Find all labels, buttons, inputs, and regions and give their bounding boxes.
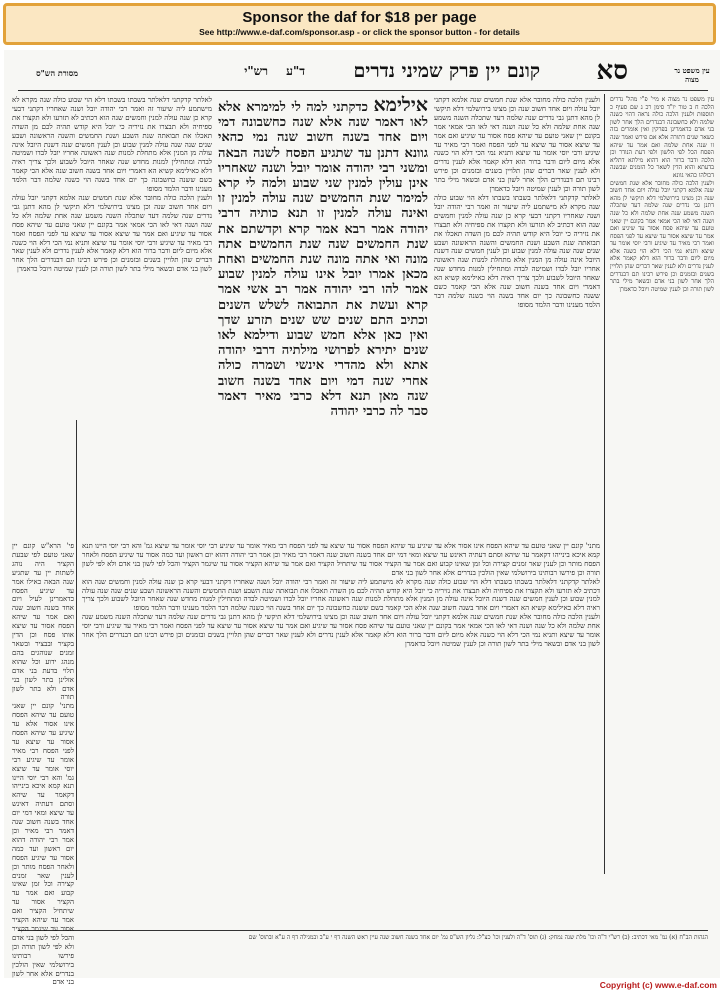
lower-commentary-text: מתני' קונם יין שאני טועם עד שיהא הפסח אינו אסור אלא עד שיגיע עד שיהא הפסח אסור עד שיצא עד לפני הפסח רבי מאיר אומר עד שיגיע רבי יוסי אומר עד שיצא גמ' והא רבי יוסי היינו תנא קמא איכא בינייהו דקאמר עד שיהא וסתם דעתיה דאינש עד שיצא ומאי דמי יום אחד בשנה חשוב שנה דאמר רבי מאיר וכן אמר רבי יהודה דהוא יום ראשון ועד כמה אסור עד שיגיע הפסח ולאחר הפסח מותר וכן לענין שאר זמנים קצירה וכל זמן שאינו קבוע ואם אמר עד הקציר אסור עד שיתחיל הקציר ואם אמר עד שיהא הקציר אסור עד שיגמר הקציר והכל לפי לשון בני אדם ולא לפי לשון תורה וכן פירשו רבותינו בירושלמי שאין הולכין בנדרים אלא אחר לשון בני אדם [82, 542, 600, 577]
side-daf: ד"ע [286, 64, 305, 78]
sponsor-banner[interactable] [3, 3, 716, 45]
lower-commentary-text-continued: לאלתר קדקתני דלאלתר בשבתו בשבתו דלא הוי שבוע כולה שנה מקרא לא מישתמע ליה שיעור זה ואמר רבי יהודה יובל ושנה שאחריו דקתני דבעי קרא כן שנה עולה למנין וחמשים שנה הוא דכתיב לא תזרעו ולא תקצרו את ספיחיה ולא תבצרו את נזיריה כי יובל היא קודש תהיה לכם מן השדה תאכלו את תבואתה שנת השבע ושנת החמשים והשנה הראשונה ושבע שנים שנה שנה עולה למנין שבוע וכן לענין חמשים שנה דשנת היובל אינה עולה מן המנין אלא מתחלת למנות שנה ראשונה אחריו יובל לבדו ושמיטה לבדה ומתחילין למנות מחדש שנה שאחר היובל לשבוע ולכך צריך ראיה דלא כאילימא קשיא הא דאמרי ויום אחד בשנה חשוב שנה אלא הכי קאמר כשם ששנה כחשבונה כך יום אחד בשנה הוי כשנה שלמה דבר הלמד מענינו ודבר הלמד מסופו [82, 577, 600, 613]
far-right-text-continued: ולענין הלכה כולה מחובר אלא שנת חמשים שנה אלמא דקתני יובל עולה ויום אחד חשוב שנה וכן מצינו בירושלמי דלא תיקשי לן מהא דתנן גבי נדרים שנה שלמה דעד שתכלה השנה משמע שנה אחת שלמה ולא כל שנה ושנה דאי לאו הכי אמאי אמר בקונם יין שאני טועם עד שיהא פסח אסור עד שיגיע ואם אמר עד שיצא אסור עד שיצא עד לפני הפסח ואמר רבי מאיר עד שיגיע ורבי יוסי אומר עד שיצא ותניא נמי הכי דלא הוי כשנה אלא מיום ליום ודבר ברור הוא דלא קאמר אלא לענין נדרים ולא לענין שאר דברים שהן תלויין בשנים ובזמנים וכן פירש רבינו תם דבנדרים הלך אחר לשון בני אדם ובשאר מילי בתר לשון תורה וכן לענין שמיטה ויובל כדאמרן [610, 179, 714, 293]
lower-commentary-text-continued-2: ולענין הלכה כולה מחובר אלא שנת חמשים שנה אלמא דקתני יובל עולה ויום אחד חשוב שנה וכן מצינו בירושלמי דלא תיקשי לן מהא דתנן גבי נדרים שנה שלמה דעד שתכלה השנה משמע שנה אחת שלמה ולא כל שנה ושנה דאי לאו הכי אמאי אמר בקונם יין שאני טועם עד שיהא פסח אסור עד שיגיע ואם אמר עד שיצא אסור עד שיצא עד לפני הפסח ואמר רבי מאיר עד שיגיע ורבי יוסי אומר עד שיצא ותניא נמי הכי דלא הוי כשנה אלא מיום ליום ודבר ברור הוא דלא קאמר אלא לענין נדרים ולא לענין שאר דברים שהן תלויין בשנים ובזמנים וכן פירש רבינו תם דבנדרים הלך אחר לשון בני אדם ובשאר מילי בתר לשון תורה וכן לענין שמיטה ויובל כדאמרן [82, 613, 600, 648]
rashi-text-continued: ולענין הלכה כולה מחובר אלא שנת חמשים שנה אלמא דקתני יובל עולה ויום אחד חשוב שנה וכן מצינו בירושלמי דלא תיקשי לן מהא דתנן גבי נדרים שנה שלמה דעד שתכלה השנה משמע שנה אחת שלמה ולא כל שנה ושנה דאי לאו הכי אמאי אמר בקונם יין שאני טועם עד שיהא פסח אסור עד שיגיע ואם אמר עד שיצא אסור עד שיצא עד לפני הפסח ואמר רבי מאיר עד שיגיע ורבי יוסי אומר עד שיצא ותניא נמי הכי דלא הוי כשנה אלא מיום ליום ודבר ברור הוא דלא קאמר אלא לענין נדרים ולא לענין שאר דברים שהן תלויין בשנים ובזמנים וכן פירש רבינו תם דבנדרים הלך אחר לשון בני אדם ובשאר מילי בתר לשון תורה וכן לענין שמיטה ויובל כדאמרן [12, 193, 212, 274]
bottom-notes-text: הגהות הב"ח (א) גמ' מאי דכתיב: (ב) רש"י ד"ה וכו' מלת שנה נמחק: (ג) תוס' ד"ה ולענין וכו' כצ"ל: גליון הש"ס גמ' יום אחד בשנה חשוב שנה עיין ראש השנה דף י ע"ב ובמגילה דף ה ע"א ובתוס' שם [248, 934, 708, 941]
tosafos-label: מסורת הש"ס [36, 68, 78, 78]
far-right-text: עין משפט נר מצוה א מיי' פ"י מהל' נדרים הלכה ח ב טור יו"ד סימן רכ ג שם סעיף כ תוספות ולענין הלכה כולה נראה דהוי כשנה שלמה ולא כחשבונה דבנדרים הלך אחר לשון בני אדם כדאמרינן בפרקין ואין אומרים בזה כשאר שנים דתורה אלא אם פירש ואמר שנה זו שנה אחת שלמה ואם אמר עד שיהא הפסח הכל לפי הלשון ולפי דעת הנודר וכן הלכה ודבר ברור הוא דהוא מילתא דתליא בדעתא והוא הדין לשאר כל הזמנים שבשנה דכולהו כהאי גוונא [610, 96, 714, 179]
far-left-text-continued: מתני' קונם יין שאני טועם עד שיהא הפסח אינו אסור אלא עד שיגיע עד שיהא הפסח אסור עד שיצא עד לפני הפסח רבי מאיר אומר עד שיגיע רבי יוסי אומר עד שיצא גמ' והא רבי יוסי היינו תנא קמא איכא בינייהו דקאמר עד שיהא וסתם דעתיה דאינש עד שיצא ומאי דמי יום אחד בשנה חשוב שנה דאמר רבי מאיר וכן אמר רבי יהודה דהוא יום ראשון ועד כמה אסור עד שיגיע הפסח ולאחר הפסח מותר וכן לענין שאר זמנים קצירה וכל זמן שאינו קבוע ואם אמר עד הקציר אסור עד שיתחיל הקציר ואם אמר עד שיהא הקציר אסור עד שיגמר הקציר והכל לפי לשון בני אדם ולא לפי לשון תורה וכן פירשו רבותינו בירושלמי שאין הולכין בנדרים אלא אחר לשון בני אדם [12, 702, 74, 987]
far-right-column [610, 96, 714, 926]
gemara-column [218, 94, 428, 538]
daf-number: סא [596, 56, 628, 86]
bottom-rule [18, 930, 708, 931]
header-rule [18, 90, 708, 91]
tosafos-text-continued: לאלתר קדקתני דלאלתר בשבתו בשבתו דלא הוי שבוע כולה שנה מקרא לא מישתמע ליה שיעור זה ואמר רבי יהודה יובל ושנה שאחריו דקתני דבעי קרא כן שנה עולה למנין וחמשים שנה הוא דכתיב לא תזרעו ולא תקצרו את ספיחיה ולא תבצרו את נזיריה כי יובל היא קודש תהיה לכם מן השדה תאכלו את תבואתה שנת השבע ושנת החמשים והשנה הראשונה ושבע שנים שנה שנה עולה למנין שבוע וכן לענין חמשים שנה דשנת היובל אינה עולה מן המנין אלא מתחלת למנות שנה ראשונה אחריו יובל לבדו ושמיטה לבדה ומתחילין למנות מחדש שנה שאחר היובל לשבוע ולכך צריך ראיה דלא כאילימא קשיא הא דאמרי ויום אחד בשנה חשוב שנה אלא הכי קאמר כשם ששנה כחשבונה כך יום אחד בשנה הוי כשנה שלמה דבר הלמד מענינו ודבר הלמד מסופו [434, 193, 600, 309]
gemara-lead-word: אילימא [373, 94, 428, 116]
sponsor-title[interactable]: Sponsor the daf for $18 per page [242, 9, 477, 26]
lower-commentary [82, 542, 600, 926]
chapter-title: קונם יין פרק שמיני נדרים [353, 60, 540, 82]
sponsor-subtitle[interactable]: See http://www.e-daf.com/sponsor.asp - or click the sponsor button - for details [199, 27, 520, 37]
rashi-label: רש"י [244, 64, 268, 78]
far-left-column [12, 542, 74, 987]
ein-mishpat-label: עין משפט נר מצוה [674, 66, 710, 84]
gemara-text: כדקתני למה לי למימרא אלא לאו דאמר שנה אלא שנה כחשבונה דמי ויום אחד בשנה חשוב שנה נמי כהאי גוונא דתנן עד שתגיע הפסח לשנה הבאה ומשני רבי יהודה אומר יובל ושנה שאחריו אינן עולין למנין שני שבוע ולמה לי קרא למימר שנת החמשים שנה עולה למנין זו ואינה עולה למנין זו תנא כותיה דרבי יהודה אמר רבא אמר קרא וקדשתם את שנת החמשים שנה שנת החמשים אתה מונה ואי אתה מונה שנת החמשים ואחת מכאן אמרו יובל אינו עולה למנין שבוע אמר להו רבי יהודה אמר רב אשי אמר קרא ועשת את התבואה לשלש השנים וכתיב התם שנים שש שנים תזרע שדך ואין כאן אלא חמש שבוע ודילמא לאו שנים יתירא לפרושי מילתיה דרבי יהודה אתא ולא מהדרי אינשי ושמרה כולה אחרי שנה דמי ויום אחד בשנה חשוב שנה מאן תנא דלא כרבי מאיר דאמר סבר לה כרבי יהודה [218, 100, 428, 420]
copyright-link[interactable]: Copyright (c) www.e-daf.com [599, 980, 717, 990]
tosafos-column [434, 96, 600, 540]
tosafos-text: ולענין הלכה כולה מחובר אלא שנת חמשים שנה אלמא דקתני יובל עולה ויום אחד חשוב שנה וכן מצינו בירושלמי דלא תיקשי לן מהא דתנן גבי נדרים שנה שלמה דעד שתכלה השנה משמע שנה אחת שלמה ולא כל שנה ושנה דאי לאו הכי אמאי אמר בקונם יין שאני טועם עד שיהא פסח אסור עד שיגיע ואם אמר עד שיצא אסור עד שיצא עד לפני הפסח ואמר רבי מאיר עד שיגיע ורבי יוסי אומר עד שיצא ותניא נמי הכי דלא הוי כשנה אלא מיום ליום ודבר ברור הוא דלא קאמר אלא לענין נדרים ולא לענין שאר דברים שהן תלויין בשנים ובזמנים וכן פירש רבינו תם דבנדרים הלך אחר לשון בני אדם ובשאר מילי בתר לשון תורה וכן לענין שמיטה ויובל כדאמרן [434, 96, 600, 194]
bottom-notes [18, 934, 708, 970]
rashi-column [12, 96, 212, 536]
far-left-text: פי' הרא"ש קונם יין שאני טועם לפי שבעת הקציר היה נוהג לשתות יין עד שתגיע שנה הבאה כאילו אמר עד שיגיע הפסח כדאמרינן לעיל ויום אחד בשנה חשוב שנה ואם אמר עד שיהא הפסח אסור עד שיצא אותו פסח וכן הדין בקציר ובבציר ובשאר זמנים שנוהגים בהם מנהג ידוע וכל שהוא תלוי בדעת בני אדם אזלינן בתר לשון בני אדם ולא בתר לשון תורה [12, 542, 74, 702]
column-rule-right [604, 94, 605, 874]
rashi-text: לאלתר קדקתני דלאלתר בשבתו בשבתו דלא הוי שבוע כולה שנה מקרא לא מישתמע ליה שיעור זה ואמר רבי יהודה יובל ושנה שאחריו דקתני דבעי קרא כן שנה עולה למנין וחמשים שנה הוא דכתיב לא תזרעו ולא תקצרו את ספיחיה ולא תבצרו את נזיריה כי יובל היא קודש תהיה לכם מן השדה תאכלו את תבואתה שנת השבע ושנת החמשים והשנה הראשונה ושבע שנים שנה שנה עולה למנין שבוע וכן לענין חמשים שנה דשנת היובל אינה עולה מן המנין אלא מתחלת למנות שנה ראשונה אחריו יובל לבדו ושמיטה לבדה ומתחילין למנות מחדש שנה שאחר היובל לשבוע ולכך צריך ראיה דלא כאילימא קשיא הא דאמרי ויום אחד בשנה חשוב שנה אלא הכי קאמר כשם ששנה כחשבונה כך יום אחד בשנה הוי כשנה שלמה דבר הלמד מענינו ודבר הלמד מסופו [12, 96, 212, 194]
